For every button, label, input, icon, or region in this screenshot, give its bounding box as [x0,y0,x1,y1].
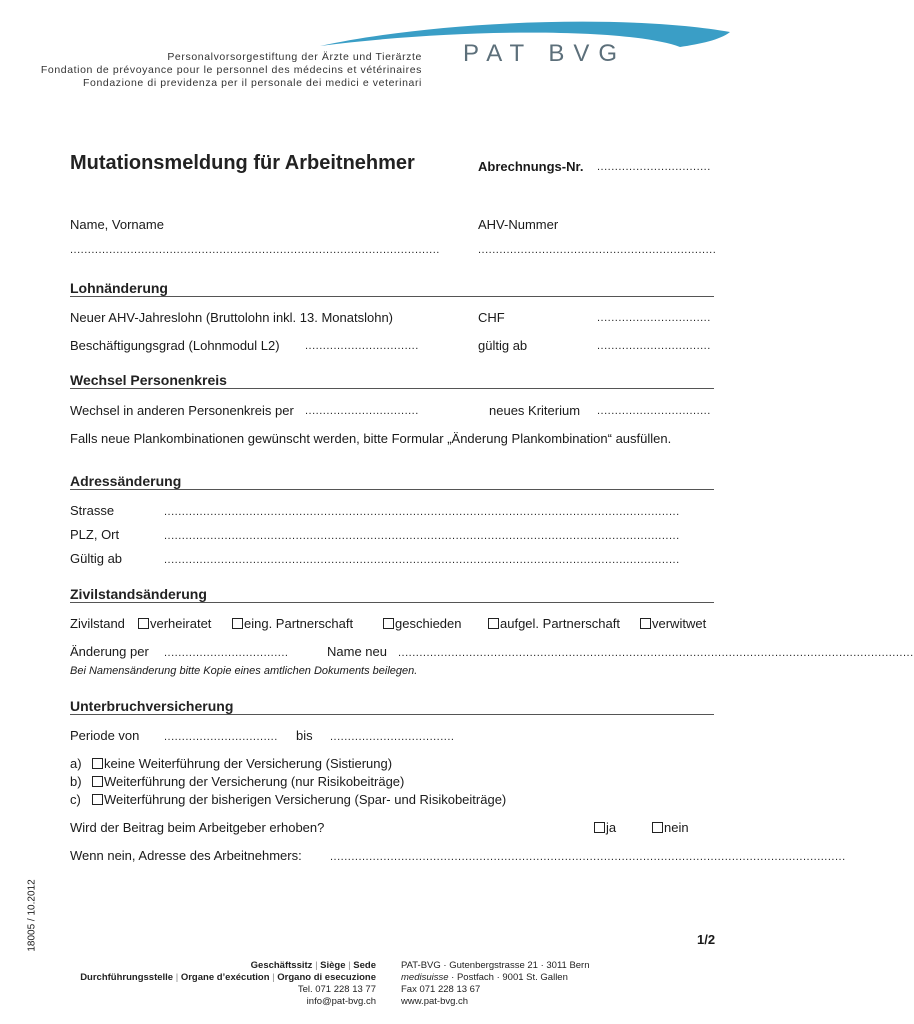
option-label: verwitwet [652,616,707,631]
gueltig-field[interactable]: ................................ [597,340,711,352]
org-name-it: Fondazione di previdenza per il personale dei medici e veterinari [82,77,422,89]
checkbox-icon[interactable] [232,618,243,629]
footer-right [401,960,590,1008]
option-aufgel-partnerschaft[interactable] [488,616,620,631]
option-partnerschaft[interactable] [232,616,353,631]
section-personenkreis-heading: Wechsel Personenkreis [70,372,227,388]
option-a[interactable] [70,756,392,771]
lohn-label: Neuer AHV-Jahreslohn (Bruttolohn inkl. 13. Monatslohn) [70,310,394,325]
personenkreis-note: Falls neue Plankombinationen gewünscht werden, bitte Formular „Änderung Plankombination“ ausfüllen. [70,431,672,446]
aenderung-field[interactable]: ................................... [164,647,289,659]
periode-von-field[interactable]: ................................ [164,731,278,743]
abrechnung-label: Abrechnungs-Nr. [478,159,584,174]
option-label: Weiterführung der bisherigen Versicherung (Spar- und Risikobeiträge) [104,792,507,807]
section-adresse-heading: Adressänderung [70,473,182,489]
option-geschieden[interactable] [383,616,462,631]
option-b[interactable] [70,774,404,789]
name-label: Name, Vorname [70,217,164,232]
footer-organe: Organe d’exécution [180,972,270,983]
name-neu-field[interactable]: ................................................................................................................................................. [398,647,914,659]
section-divider [70,388,714,389]
checkbox-icon[interactable] [652,822,663,833]
abrechnung-field[interactable]: ................................ [597,161,711,173]
footer-web[interactable]: www.pat-bvg.ch [401,996,469,1007]
gueltig-label: gültig ab [478,338,528,353]
checkbox-icon[interactable] [594,822,605,833]
option-label: nein [664,820,689,835]
footer-tel: Tel. 071 228 13 77 [297,984,376,995]
page-title: Mutationsmeldung für Arbeitnehmer [70,152,415,174]
checkbox-icon[interactable] [138,618,149,629]
footer-fax: Fax 071 228 13 67 [401,984,481,995]
periode-bis-field[interactable]: ................................... [330,731,455,743]
personenkreis-field[interactable]: ................................ [305,405,419,417]
strasse-label: Strasse [70,503,115,518]
footer-postfach: · Postfach · 9001 St. Gallen [448,972,568,983]
plz-field[interactable]: ................................................................................................................................................. [164,530,680,542]
zivilstand-label: Zivilstand [70,616,125,631]
form-code: 18005 / 10.2012 [26,879,38,952]
section-divider [70,489,714,490]
logo-text: PAT BVG [463,40,627,67]
footer-sitz: Geschäftssitz [250,960,313,971]
checkbox-icon[interactable] [92,758,103,769]
plz-label: PLZ, Ort [70,527,120,542]
option-ja[interactable] [594,820,616,835]
checkbox-icon[interactable] [640,618,651,629]
page-number: 1/2 [697,932,716,947]
footer-medisuisse: medisuisse [401,972,449,983]
arbeitnehmer-adresse-field[interactable]: ................................................................................................................................................. [330,851,846,863]
section-divider [70,714,714,715]
option-letter: c) [70,792,81,807]
bis-label: bis [296,728,313,743]
footer-email[interactable]: info@pat-bvg.ch [306,996,376,1007]
footer-address: PAT-BVG · Gutenbergstrasse 21 · 3011 Bern [401,960,590,971]
grad-field[interactable]: ................................ [305,340,419,352]
org-name-de: Personalvorsorgestiftung der Ärzte und Tierärzte [167,51,422,63]
option-label: keine Weiterführung der Versicherung (Sistierung) [104,756,393,771]
option-label: eing. Partnerschaft [244,616,354,631]
ahv-field[interactable]: ................................................................... [478,244,717,256]
footer-sede: Sede [353,960,376,971]
footer-left: Geschäftssitz | Siège | Sede Durchführungsstelle | Organe d’exécution | Organo di esecuzione Tel. 071 228 13 77 info@pat-bvg.ch [80,960,376,1007]
checkbox-icon[interactable] [92,794,103,805]
checkbox-icon[interactable] [383,618,394,629]
chf-label: CHF [478,310,505,325]
option-label: ja [606,820,617,835]
section-divider [70,296,714,297]
periode-label: Periode von [70,728,140,743]
option-verwitwet[interactable] [640,616,706,631]
beitrag-question: Wird der Beitrag beim Arbeitgeber erhoben? [70,820,325,835]
adresse-gueltig-field[interactable]: ................................................................................................................................................. [164,554,680,566]
aenderung-label: Änderung per [70,644,149,659]
section-unterbruch-heading: Unterbruchversicherung [70,698,234,714]
kriterium-label: neues Kriterium [489,403,581,418]
section-lohn-heading: Lohnänderung [70,280,168,296]
personenkreis-label: Wechsel in anderen Personenkreis per [70,403,294,418]
option-label: verheiratet [150,616,212,631]
option-c[interactable] [70,792,506,807]
option-label: Weiterführung der Versicherung (nur Risikobeiträge) [104,774,405,789]
checkbox-icon[interactable] [488,618,499,629]
footer-stelle: Durchführungsstelle [80,972,174,983]
lohn-field[interactable]: ................................ [597,312,711,324]
name-neu-label: Name neu [327,644,387,659]
checkbox-icon[interactable] [92,776,103,787]
section-divider [70,602,714,603]
org-name-fr: Fondation de prévoyance pour le personnel des médecins et vétérinaires [40,64,422,76]
section-zivil-heading: Zivilstandsänderung [70,586,207,602]
wenn-nein-label: Wenn nein, Adresse des Arbeitnehmers: [70,848,302,863]
grad-label: Beschäftigungsgrad (Lohnmodul L2) [70,338,280,353]
zivil-note: Bei Namensänderung bitte Kopie eines amtlichen Dokuments beilegen. [70,665,418,677]
name-field[interactable]: ........................................................................................................ [70,244,440,256]
footer-siege: Siège [320,960,346,971]
option-verheiratet[interactable] [138,616,211,631]
kriterium-field[interactable]: ................................ [597,405,711,417]
option-label: aufgel. Partnerschaft [500,616,620,631]
option-letter: b) [70,774,82,789]
option-nein[interactable] [652,820,689,835]
option-label: geschieden [395,616,462,631]
ahv-label: AHV-Nummer [478,217,559,232]
strasse-field[interactable]: ................................................................................................................................................. [164,506,680,518]
adresse-gueltig-label: Gültig ab [70,551,123,566]
footer-organo: Organo di esecuzione [277,972,376,983]
option-letter: a) [70,756,82,771]
